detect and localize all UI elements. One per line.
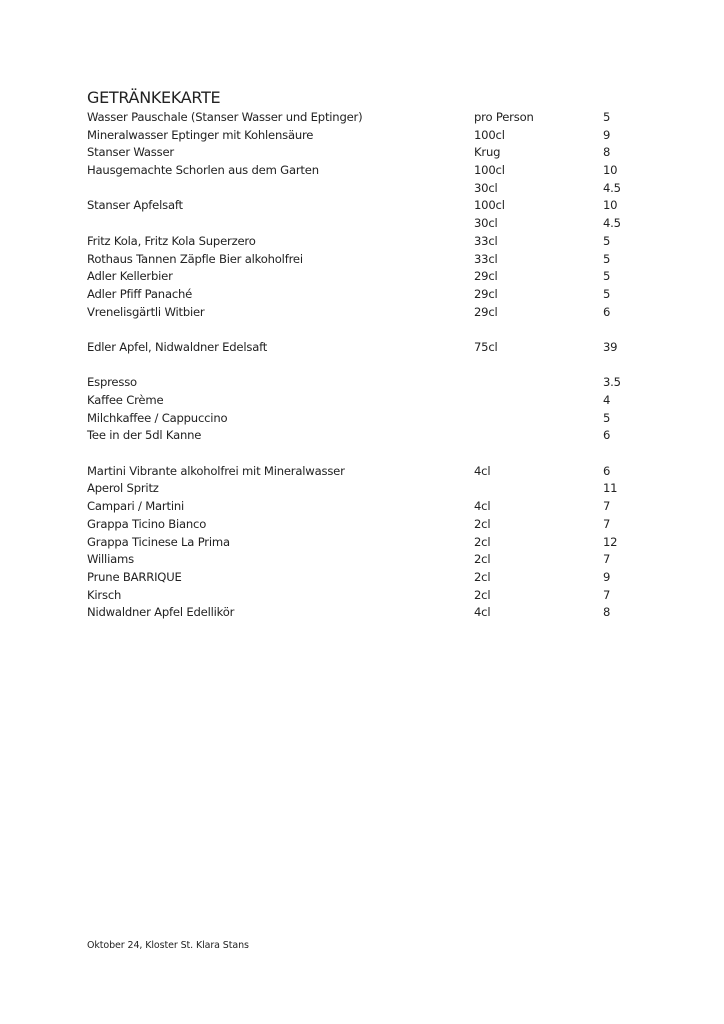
list-item — [87, 268, 647, 286]
item-name: Adler Kellerbier — [87, 269, 173, 284]
item-price: 8 — [603, 605, 611, 620]
item-size: 33cl — [474, 251, 498, 266]
item-size: Krug — [474, 145, 501, 160]
item-size: 100cl — [474, 198, 505, 213]
list-item — [87, 587, 647, 605]
page-title: GETRÄNKEKARTE — [87, 88, 221, 107]
list-item — [87, 144, 647, 162]
list-item — [87, 162, 647, 180]
item-price: 4.5 — [603, 180, 621, 195]
item-price: 5 — [603, 410, 611, 425]
list-item — [87, 604, 647, 622]
item-size: 4cl — [474, 499, 491, 514]
list-item — [87, 463, 647, 481]
item-name: Fritz Kola, Fritz Kola Superzero — [87, 233, 256, 248]
item-price: 5 — [603, 233, 611, 248]
list-item — [87, 357, 647, 375]
item-price: 5 — [603, 251, 611, 266]
item-size: 30cl — [474, 180, 498, 195]
item-name: Kaffee Crème — [87, 393, 164, 407]
item-name: Tee in der 5dl Kanne — [87, 428, 202, 443]
list-item — [87, 180, 647, 198]
item-price: 7 — [603, 587, 611, 602]
list-item — [87, 516, 647, 534]
item-name: Milchkaffee / Cappuccino — [87, 410, 228, 425]
list-item — [87, 251, 647, 269]
item-size: 33cl — [474, 233, 498, 248]
item-price: 9 — [603, 127, 611, 142]
item-name: Adler Pfiff Panaché — [87, 286, 193, 301]
item-price: 12 — [603, 534, 618, 549]
item-name: Mineralwasser Eptinger mit Kohlensäure — [87, 127, 314, 142]
item-price: 11 — [603, 481, 618, 496]
item-size: 100cl — [474, 127, 505, 142]
item-size: 29cl — [474, 286, 498, 301]
list-item — [87, 233, 647, 251]
item-price: 10 — [603, 163, 618, 178]
item-price: 5 — [603, 286, 611, 301]
item-size: pro Person — [474, 110, 534, 124]
item-size: 100cl — [474, 163, 505, 178]
item-size: 4cl — [474, 463, 491, 478]
list-item — [87, 321, 647, 339]
item-size: 2cl — [474, 552, 491, 567]
list-item — [87, 109, 647, 127]
item-price: 8 — [603, 145, 611, 160]
item-name: Stanser Wasser — [87, 145, 174, 160]
item-size: 2cl — [474, 516, 491, 531]
item-name: Vrenelisgärtli Witbier — [87, 304, 205, 319]
item-name: Prune BARRIQUE — [87, 569, 182, 584]
item-name: Martini Vibrante alkoholfrei mit Mineralwasser — [87, 463, 345, 478]
item-size: 2cl — [474, 534, 491, 549]
item-name: Edler Apfel, Nidwaldner Edelsaft — [87, 339, 268, 354]
list-item — [87, 127, 647, 145]
list-item — [87, 445, 647, 463]
list-item — [87, 551, 647, 569]
item-price: 4.5 — [603, 216, 621, 231]
item-name: Grappa Ticino Bianco — [87, 516, 207, 531]
item-size: 29cl — [474, 304, 498, 319]
item-price: 6 — [603, 428, 611, 443]
list-item — [87, 569, 647, 587]
item-name: Hausgemachte Schorlen aus dem Garten — [87, 163, 319, 178]
item-price: 10 — [603, 198, 618, 213]
drinks-list — [87, 109, 647, 622]
list-item — [87, 286, 647, 304]
list-item — [87, 480, 647, 498]
list-item — [87, 427, 647, 445]
item-price: 9 — [603, 569, 611, 584]
list-item — [87, 339, 647, 357]
item-price: 4 — [603, 393, 611, 407]
item-price: 5 — [603, 269, 611, 284]
item-price: 6 — [603, 304, 611, 319]
list-item — [87, 215, 647, 233]
item-name: Aperol Spritz — [87, 481, 159, 496]
item-size: 29cl — [474, 269, 498, 284]
footer: Oktober 24, Kloster St. Klara Stans — [87, 940, 249, 951]
list-item — [87, 197, 647, 215]
item-price: 39 — [603, 339, 618, 354]
item-name: Wasser Pauschale (Stanser Wasser und Eptinger) — [87, 110, 363, 124]
item-price: 7 — [603, 552, 611, 567]
item-size: 4cl — [474, 605, 491, 620]
list-item — [87, 392, 647, 410]
item-price: 7 — [603, 499, 611, 514]
item-name: Campari / Martini — [87, 499, 185, 514]
item-name: Espresso — [87, 375, 137, 390]
item-price: 5 — [603, 110, 611, 124]
item-size: 2cl — [474, 569, 491, 584]
item-name: Stanser Apfelsaft — [87, 198, 183, 213]
item-size: 30cl — [474, 216, 498, 231]
item-name: Grappa Ticinese La Prima — [87, 534, 230, 549]
list-item — [87, 304, 647, 322]
list-item — [87, 410, 647, 428]
item-name: Nidwaldner Apfel Edellikör — [87, 605, 235, 620]
item-name: Williams — [87, 552, 134, 567]
item-name: Kirsch — [87, 587, 122, 602]
item-price: 3.5 — [603, 375, 621, 390]
item-name: Rothaus Tannen Zäpfle Bier alkoholfrei — [87, 251, 303, 266]
item-price: 6 — [603, 463, 611, 478]
item-size: 75cl — [474, 339, 498, 354]
list-item — [87, 534, 647, 552]
item-size: 2cl — [474, 587, 491, 602]
list-item — [87, 498, 647, 516]
item-price: 7 — [603, 516, 611, 531]
list-item — [87, 374, 647, 392]
